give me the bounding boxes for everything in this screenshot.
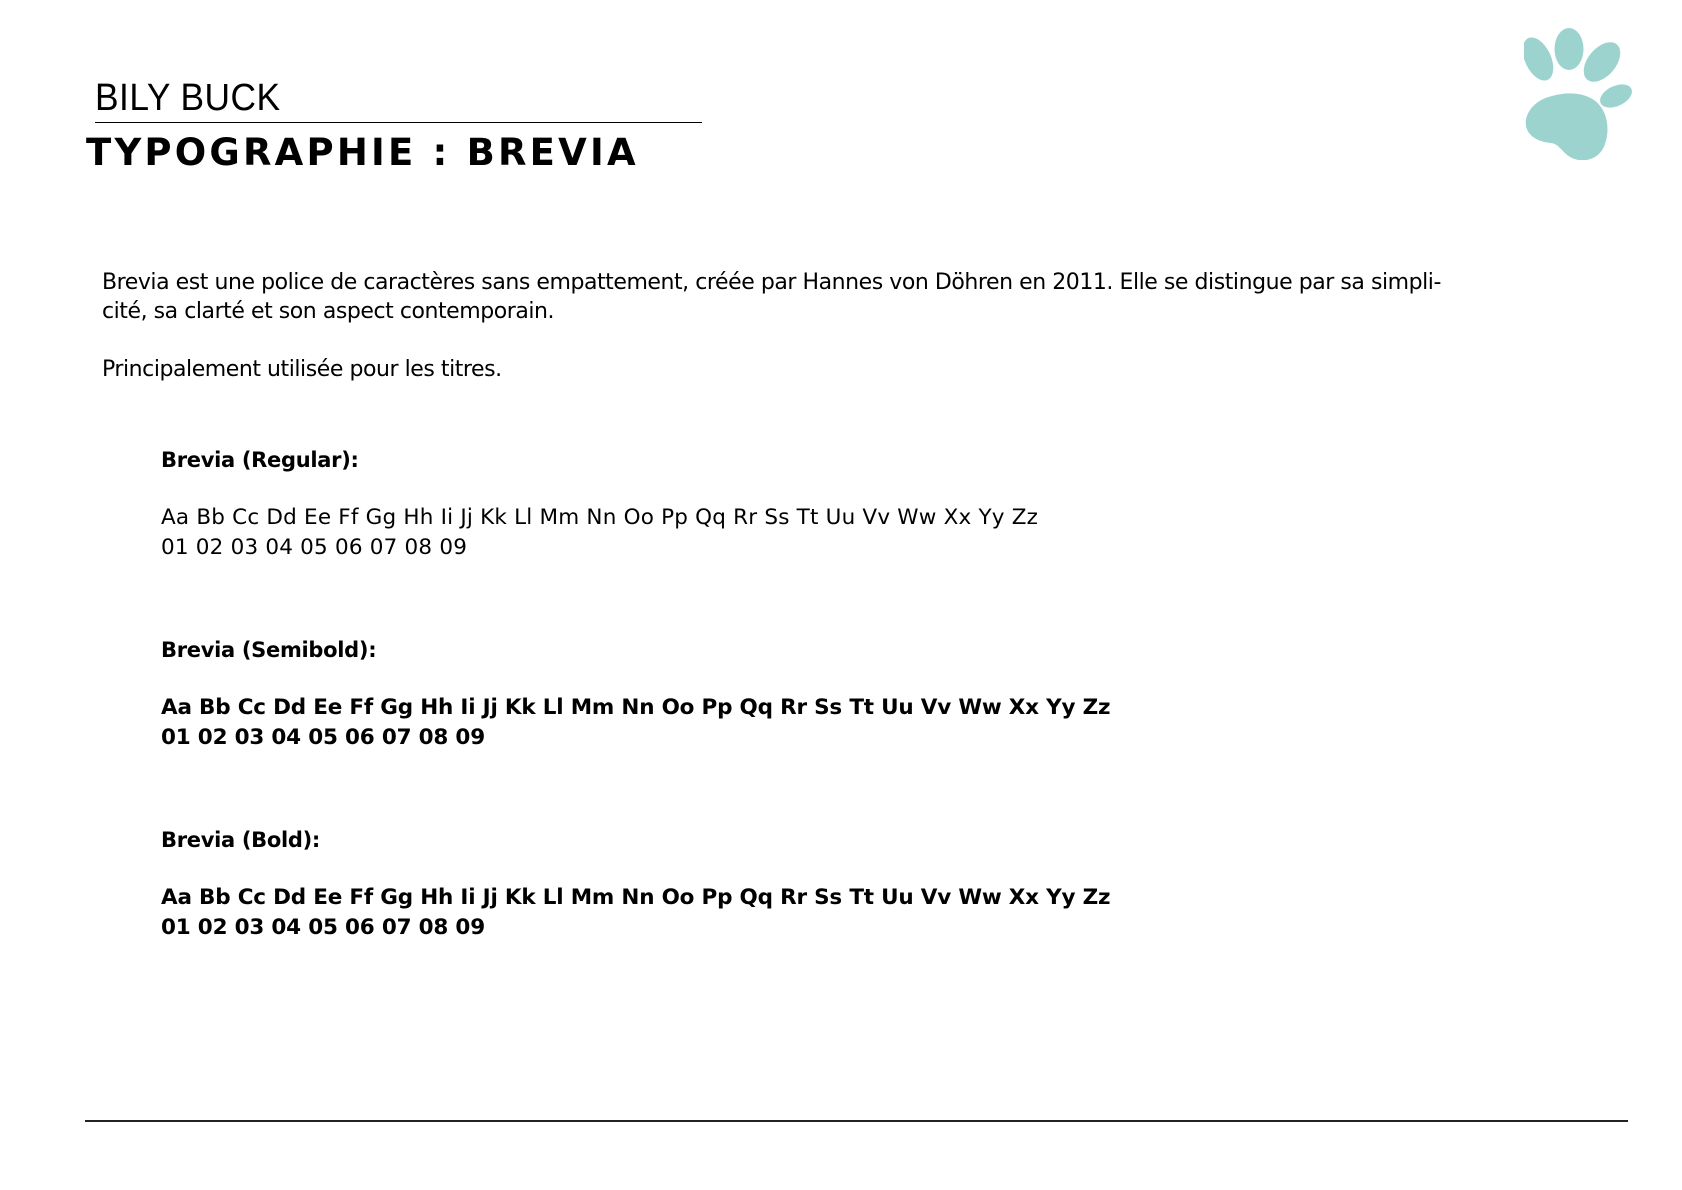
glyph-sample: [161, 693, 1110, 752]
intro-paragraph-2: Principalement utilisée pour les titres.: [102, 357, 502, 382]
specimen-regular: [161, 446, 1038, 562]
glyph-sample: [161, 883, 1110, 942]
letters-line: Aa Bb Cc Dd Ee Ff Gg Hh Ii Jj Kk Ll Mm Nn Oo Pp Qq Rr Ss Tt Uu Vv Ww Xx Yy Zz: [161, 695, 1111, 720]
specimen-semibold: [161, 636, 1110, 752]
specimen-heading: Brevia (Semibold):: [161, 638, 377, 662]
numbers-line: 01 02 03 04 05 06 07 08 09: [161, 534, 468, 560]
intro-line-1: Brevia est une police de caractères sans empattement, créée par Hannes von Döhren en 2011. Elle se distingue par sa simpli-: [102, 270, 1441, 295]
intro-paragraph-1: [102, 268, 1582, 326]
footer-divider: [85, 1120, 1628, 1122]
glyph-sample: [161, 503, 1038, 562]
specimen-heading: Brevia (Regular):: [161, 448, 359, 472]
numbers-line: 01 02 03 04 05 06 07 08 09: [161, 724, 485, 750]
intro-text: [102, 268, 1582, 384]
specimen-heading: Brevia (Bold):: [161, 828, 321, 852]
brand-name: BILY BUCK: [95, 77, 281, 119]
brand-underline: [95, 122, 702, 123]
page-title: TYPOGRAPHIE : BREVIA: [86, 131, 639, 174]
paw-print-icon: [1524, 28, 1639, 160]
intro-line-2: cité, sa clarté et son aspect contemporain.: [102, 299, 555, 324]
letters-line: Aa Bb Cc Dd Ee Ff Gg Hh Ii Jj Kk Ll Mm Nn Oo Pp Qq Rr Ss Tt Uu Vv Ww Xx Yy Zz: [161, 885, 1111, 910]
letters-line: Aa Bb Cc Dd Ee Ff Gg Hh Ii Jj Kk Ll Mm Nn Oo Pp Qq Rr Ss Tt Uu Vv Ww Xx Yy Zz: [161, 505, 1039, 530]
specimen-bold: [161, 826, 1110, 942]
numbers-line: 01 02 03 04 05 06 07 08 09: [161, 914, 485, 940]
